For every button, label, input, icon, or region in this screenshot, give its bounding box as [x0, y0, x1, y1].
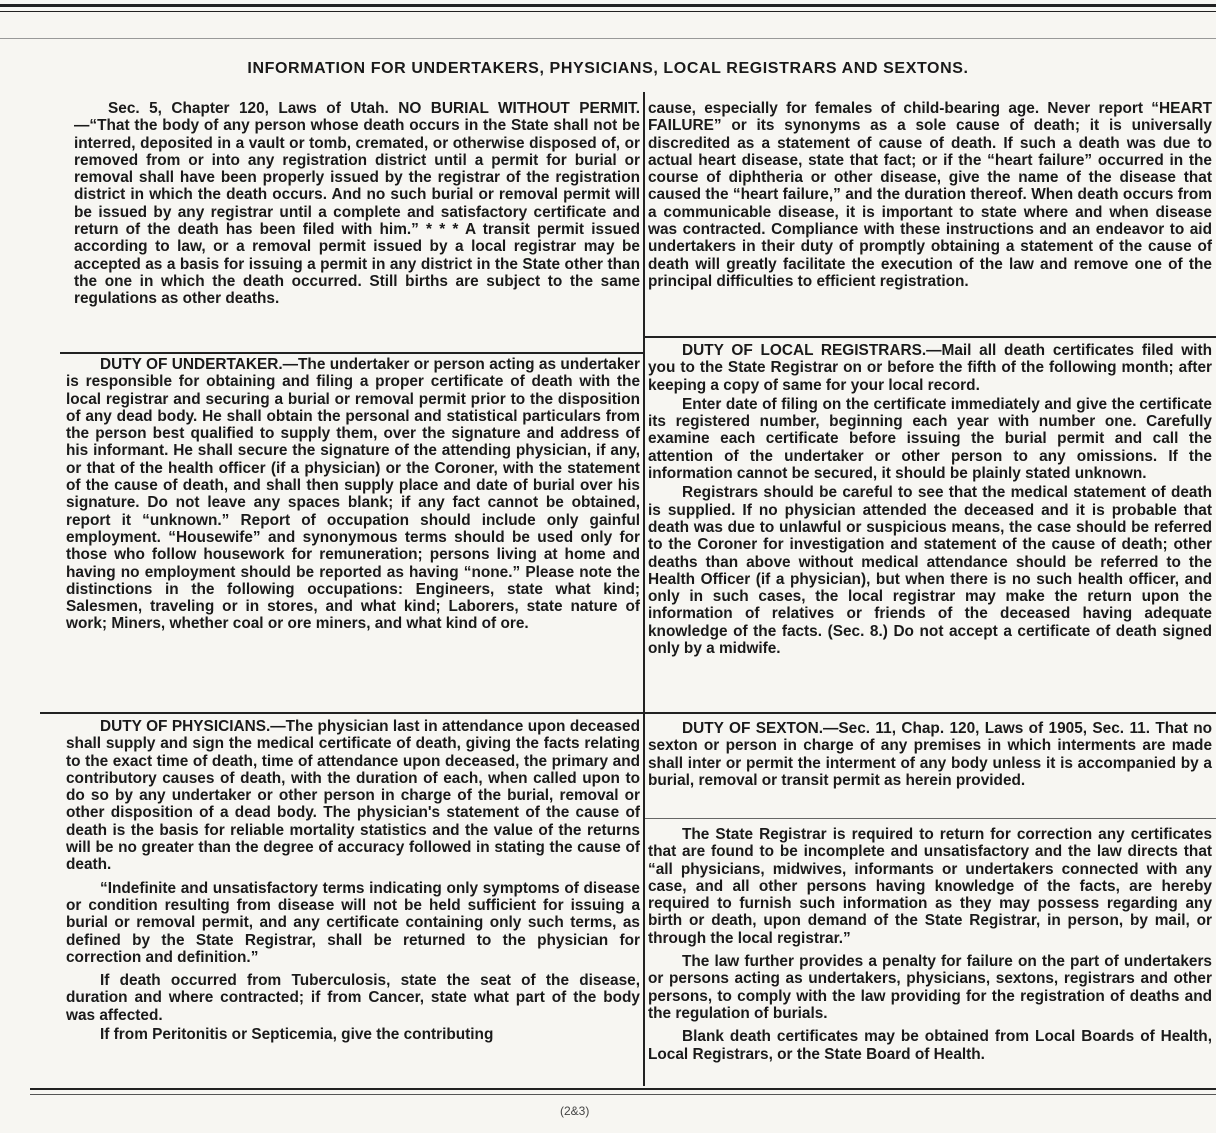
heart-failure-text: cause, especially for females of child-bearing age. Never report “HEART FAILURE” or its synonyms as a sole cause of death; it is universally discredited as a statement of cause of death. If such a death was due to actual heart disease, state that fact; or if the “heart failure” occurred in the course of diphtheria or other disease, give the name of the disease that caused the “heart failure,” and the duration thereof. When death occurs from a communicable disease, it is important to state where and when disease was contracted. Compliance with these instructions and an endeavor to aid undertakers in their duty of promptly obtaining a statement of the cause of death will greatly facilitate the execution of the law and remove one of the principal difficulties to efficient registration.: [648, 100, 1212, 290]
top-rule-2: [0, 11, 1216, 12]
registrars-medical: Registrars should be careful to see that the medical statement of death is supplied. If no physician attended the deceased and it is probable that death was due to unlawful or suspicious means, the case should be referred to the Coroner for investigation and statement of the cause of death; other deaths than above without medical attendance should be referred to the Health Officer (if a physician), but when there is no such health officer, and only in such cases, the local registrar may make the return upon the information of relatives or friends of the deceased having adequate knowledge of the facts. (Sec. 8.) Do not accept a certificate of death signed only by a midwife.: [648, 484, 1212, 658]
burial-section: [74, 100, 640, 308]
page-title: INFORMATION FOR UNDERTAKERS, PHYSICIANS, LOCAL REGISTRARS AND SEXTONS.: [247, 60, 969, 77]
undertaker-section: [66, 356, 640, 633]
state-registrar-section: [648, 826, 1212, 1063]
burial-body: —“That the body of any person whose death occurs in the State shall not be interred, deposited in a vault or tomb, cremated, or otherwise disposed of, or removed from or into any registration district until a permit for burial or removal shall have been properly issued by the registrar of the registration district in which the death occurs. And no such burial or removal permit will be issued by any registrar until a complete and satisfactory certificate and return of the death has been filed with him.” * * * A transit permit issued according to law, or a removal permit issued by a local registrar may be accepted as a basis for issuing a permit in any district in the State other than the one in which the death occurred. Still births are subject to the same regulations as other deaths.: [74, 117, 640, 308]
undertaker-heading: DUTY OF UNDERTAKER.: [100, 356, 283, 373]
registrars-filing: Enter date of filing on the certificate immediately and give the certificate its registered number, beginning each year with number one. Carefully examine each certificate before issuing the burial permit and call the attention of the undertaker or other person to any omissions. If the information cannot be secured, it should be plainly stated unknown.: [648, 395, 1212, 483]
state-registrar-penalty: The law further provides a penalty for failure on the part of undertakers or persons acting as undertakers, physicians, sextons, registrars and other persons, to comply with the law providing for the registration of deaths and the regulation of burials.: [648, 953, 1212, 1022]
burial-heading: Sec. 5, Chapter 120, Laws of Utah. NO BURIAL WITHOUT PERMIT.: [108, 100, 640, 117]
right-separator-1: [645, 336, 1216, 338]
right-separator-3: [645, 818, 1216, 819]
top-rule-1: [0, 4, 1216, 7]
physicians-quote: “Indefinite and unsatisfactory terms indicating only symptoms of disease or condition resulting from disease will not be held sufficient for issuing a burial or removal permit, and any certificate containing only such terms, as defined by the State Registrar, shall be returned to the physician for correction and definition.”: [66, 879, 640, 966]
right-separator-2: [645, 712, 1216, 714]
state-registrar-blanks: Blank death certificates may be obtained from Local Boards of Health, Local Registrars, or the State Board of Health.: [648, 1028, 1212, 1063]
left-separator-1: [60, 352, 643, 354]
bottom-rule-1: [30, 1088, 1216, 1090]
bottom-rule-2: [30, 1094, 1216, 1095]
physicians-heading: DUTY OF PHYSICIANS.: [100, 718, 271, 735]
page-number: (2&3): [560, 1104, 590, 1118]
physicians-peritonitis: If from Peritonitis or Septicemia, give the contributing: [100, 1026, 494, 1044]
registrars-body: —Mail all death certificates filed with you to the State Registrar on or before the fifth of the following month; after keeping a copy of same for your local record.: [648, 342, 1212, 394]
sexton-body: —Sec. 11, Chap. 120, Laws of 1905, Sec. 11. That no sexton or person in charge of any premises in which interments are made shall inter or permit the interment of any body unless it is accompanied by a burial, removal or transit permit as herein provided.: [648, 720, 1213, 789]
registrars-heading: DUTY OF LOCAL REGISTRARS.: [682, 342, 927, 359]
physicians-body: —The physician last in attendance upon deceased shall supply and sign the medical certificate of death, giving the facts relating to the exact time of death, time of attendance upon deceased, the primary and contributory causes of death, with the duration of each, when called upon to do so by any undertaker or other person in charge of the burial, removal or other disposition of a dead body. The physician's statement of the cause of death is the basis for reliable mortality statistics and the value of the returns will be no greater than the degree of accuracy followed in stating the cause of death.: [66, 718, 640, 874]
sexton-heading: DUTY OF SEXTON.: [682, 720, 824, 737]
left-separator-2: [40, 712, 643, 714]
undertaker-body: —The undertaker or person acting as undertaker is responsible for obtaining and filing a proper certificate of death with the local registrar and securing a burial or removal permit prior to the disposition of any dead body. He shall obtain the personal and statistical particulars from the person best qualified to supply them, over the signature and address of his informant. He shall secure the signature of the attending physician, if any, or that of the health officer (if a physician) or the Coroner, with the statement of the cause of death, and shall then supply place and date of burial over his signature. Do not leave any spaces blank; if any fact cannot be obtained, report it “unknown.” Report of occupation should include only gainful employment. “Housewife” and synonymous terms should be used only for those who follow housework for remuneration; persons living at home and having no employment should be reported as having “none.” Please note the distinctions in the following occupations: Engineers, state what kind; Salesmen, traveling or in stores, and what kind; Laborers, state nature of work; Miners, whether coal or ore miners, and what kind of ore.: [66, 356, 640, 633]
sexton-section: [648, 720, 1212, 789]
top-rule-3: [0, 38, 1216, 39]
physicians-tuberculosis: If death occurred from Tuberculosis, state the seat of the disease, duration and where contracted; if from Cancer, state what part of the body was affected.: [66, 972, 640, 1024]
registrars-section: [648, 342, 1212, 657]
column-divider: [643, 92, 645, 1086]
state-registrar-return: The State Registrar is required to return for correction any certificates that are found to be incomplete and unsatisfactory and the law directs that “all physicians, midwives, informants or undertakers connected with any case, and all other persons having knowledge of the facts, are hereby required to furnish such information as they may possess regarding any birth or death, upon demand of the State Registrar, in person, by mail, or through the local registrar.”: [648, 826, 1212, 947]
heart-failure-section: [648, 100, 1212, 290]
physicians-section: [66, 718, 640, 1043]
